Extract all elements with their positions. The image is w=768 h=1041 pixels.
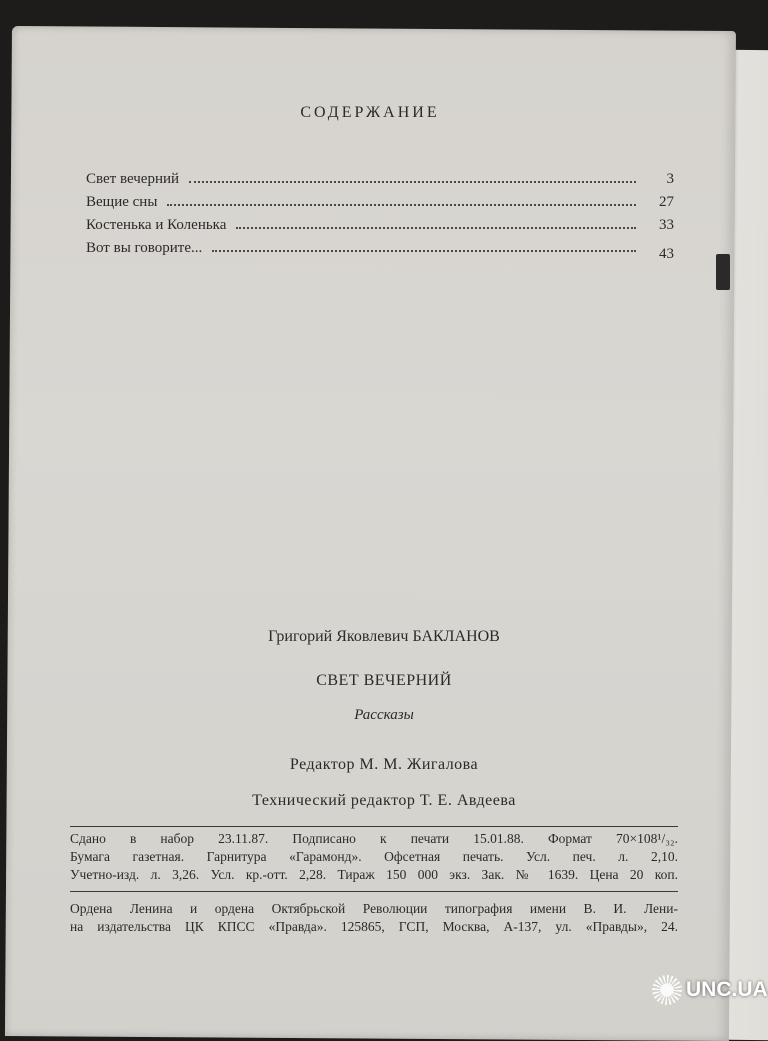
contents-item-title: Вот вы говорите... [86, 240, 203, 256]
contents-item-page: 3 [666, 171, 674, 187]
dot-leader [212, 250, 636, 252]
contents-heading: СОДЕРЖАНИЕ [300, 104, 440, 121]
contents-item [86, 214, 674, 237]
contents-list [86, 168, 674, 260]
sun-icon [652, 975, 682, 1005]
contents-item-page: 27 [659, 194, 674, 210]
author-name: Григорий Яковлевич БАКЛАНОВ [268, 628, 500, 645]
printer-info-line: Ордена Ленина и ордена Октябрьской Революции типография имени В. И. Лени- [70, 901, 678, 916]
contents-item-page: 43 [659, 246, 674, 262]
contents-item [86, 191, 674, 214]
print-details-line: Бумага газетная. Гарнитура «Гарамонд». Офсетная печать. Усл. печ. л. 2,10. [70, 849, 678, 864]
dot-leader [236, 227, 636, 229]
print-details-line: Сдано в набор 23.11.87. Подписано к печати 15.01.88. Формат 70×108¹/₃₂. [70, 831, 678, 846]
contents-item [86, 168, 674, 191]
book-title: СВЕТ ВЕЧЕРНИЙ [316, 672, 452, 689]
print-details-line: Учетно-изд. л. 3,26. Усл. кр.-отт. 2,28. Тираж 150 000 экз. Зак. № 1639. Цена 20 коп. [70, 867, 678, 882]
page-tab-marker [716, 254, 730, 290]
printer-info-line: на издательства ЦК КПСС «Правда». 125865, ГСП, Москва, А-137, ул. «Правды», 24. [70, 919, 678, 934]
contents-item-page: 33 [659, 217, 674, 233]
contents-item [86, 237, 674, 260]
tech-editor-credit: Технический редактор Т. Е. Авдеева [252, 792, 516, 809]
book-genre: Рассказы [354, 707, 414, 723]
contents-item-title: Костенька и Коленька [86, 217, 227, 233]
contents-item-title: Вещие сны [86, 194, 158, 210]
dot-leader [189, 181, 636, 183]
editor-credit: Редактор М. М. Жигалова [289, 756, 479, 773]
dot-leader [167, 204, 636, 206]
watermark-text: UNC.UA [686, 978, 768, 1001]
site-watermark [652, 968, 768, 1012]
divider-bottom [70, 891, 678, 892]
contents-item-title: Свет вечерний [86, 171, 180, 187]
divider-top [70, 826, 678, 827]
